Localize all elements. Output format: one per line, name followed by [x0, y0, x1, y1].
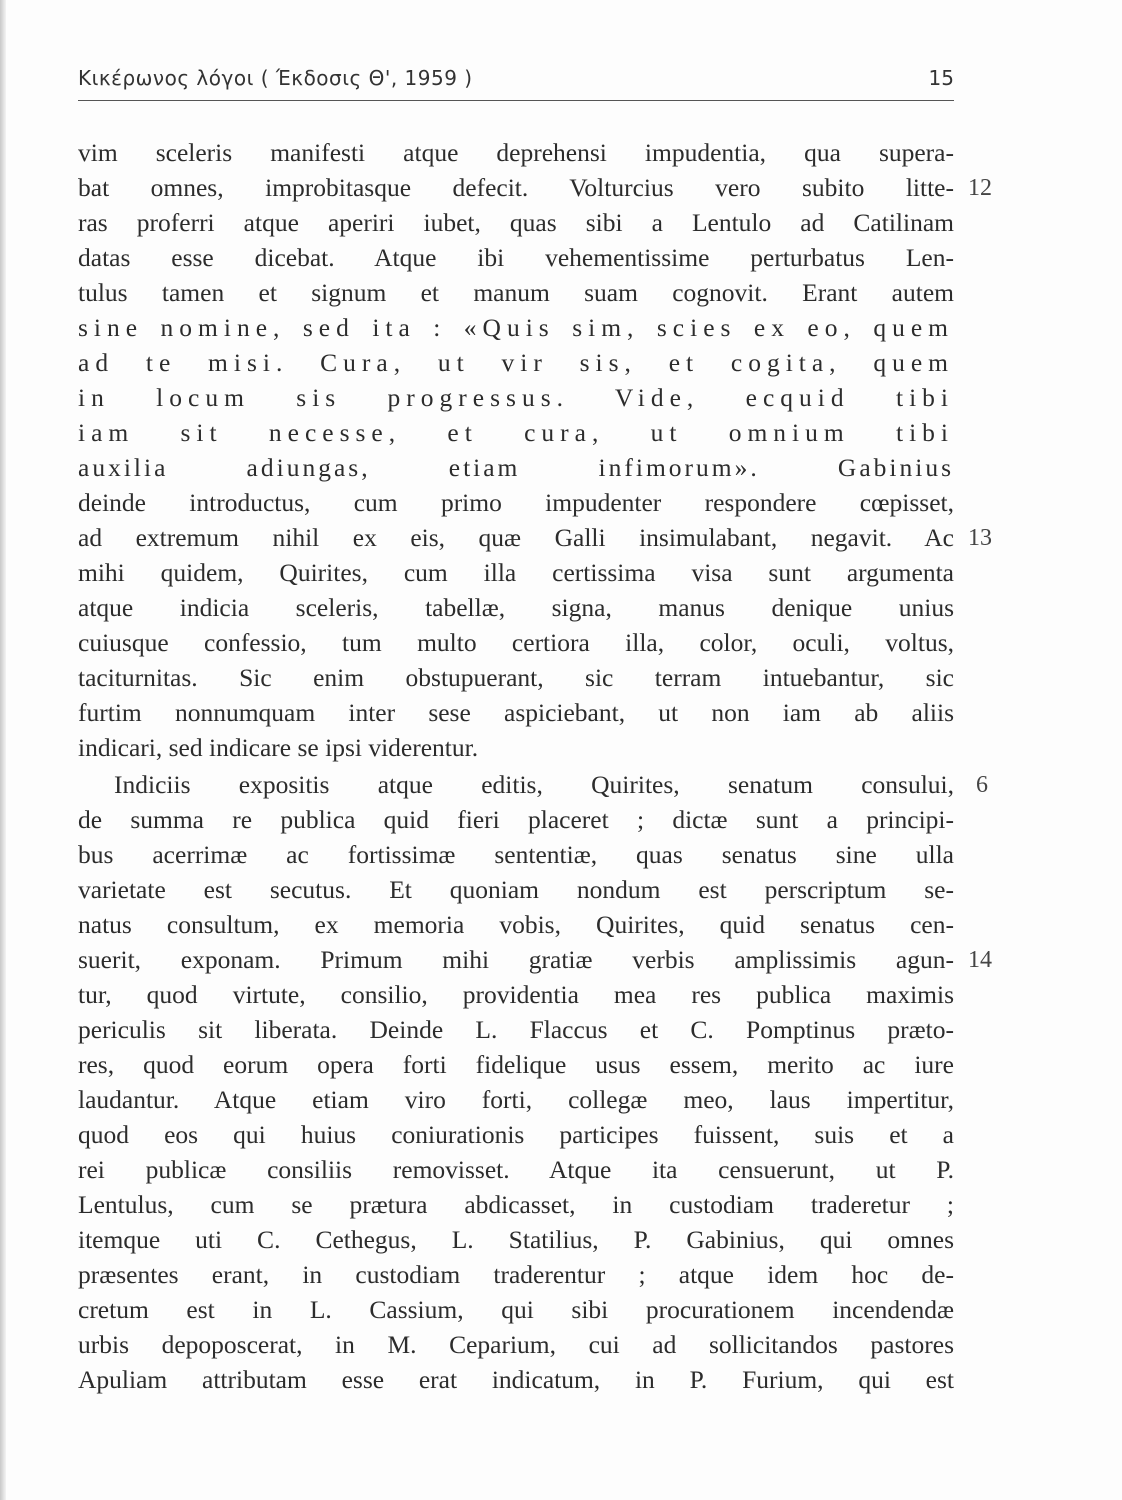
text-line: natus consultum, ex memoria vobis, Quirites, quid senatus cen- — [78, 910, 954, 939]
text-line: tulus tamen et signum et manum suam cognovit. Erant autem — [78, 278, 954, 307]
text-line: quod eos qui huius coniurationis participes fuissent, suis et a — [78, 1120, 954, 1149]
text-line: bus acerrimæ ac fortissimæ sententiæ, quas senatus sine ulla — [78, 840, 954, 869]
text-line: res, quod eorum opera forti fidelique usus essem, merito ac iure — [78, 1050, 954, 1079]
text-line: tur, quod virtute, consilio, providentia mea res publica maximis — [78, 980, 954, 1009]
section-number-12: 12 — [968, 175, 992, 201]
text-line: de summa re publica quid fieri placeret ; dictæ sunt a principi- — [78, 805, 954, 834]
text-line: urbis depoposcerat, in M. Ceparium, cui ad sollicitandos pastores — [78, 1330, 954, 1359]
chapter-number-6: 6 — [976, 772, 988, 798]
text-line: laudantur. Atque etiam viro forti, collegæ meo, laus impertitur, — [78, 1085, 954, 1114]
text-line: ad extremum nihil ex eis, quæ Galli insimulabant, negavit. Ac — [78, 523, 954, 552]
text-line: bat omnes, improbitasque defecit. Volturcius vero subito litte- — [78, 173, 954, 202]
text-line: ad te misi. Cura, ut vir sis, et cogita, quem — [78, 348, 954, 377]
text-line: varietate est secutus. Et quoniam nondum est perscriptum se- — [78, 875, 954, 904]
text-line: datas esse dicebat. Atque ibi vehementissime perturbatus Len- — [78, 243, 954, 272]
text-line: ras proferri atque aperiri iubet, quas sibi a Lentulo ad Catilinam — [78, 208, 954, 237]
text-line: sine nomine, sed ita : «Quis sim, scies ex eo, quem — [78, 313, 954, 342]
text-line: cuiusque confessio, tum multo certiora illa, color, oculi, voltus, — [78, 628, 954, 657]
text-line: auxilia adiungas, etiam infimorum». Gabinius — [78, 453, 954, 482]
text-line: cretum est in L. Cassium, qui sibi procurationem incendendæ — [78, 1295, 954, 1324]
text-line: periculis sit liberata. Deinde L. Flaccus et C. Pomptinus præto- — [78, 1015, 954, 1044]
text-line: præsentes erant, in custodiam traderentur ; atque idem hoc de- — [78, 1260, 954, 1289]
text-line: Apuliam attributam esse erat indicatum, in P. Furium, qui est — [78, 1365, 954, 1394]
text-line: rei publicæ consiliis removisset. Atque ita censuerunt, ut P. — [78, 1155, 954, 1184]
text-line: atque indicia sceleris, tabellæ, signa, manus denique unius — [78, 593, 954, 622]
text-line: suerit, exponam. Primum mihi gratiæ verbis amplissimis agun- — [78, 945, 954, 974]
text-line: Lentulus, cum se prætura abdicasset, in custodiam traderetur ; — [78, 1190, 954, 1219]
page-edge — [0, 0, 6, 1500]
text-line: vim sceleris manifesti atque deprehensi impudentia, qua supera- — [78, 138, 954, 167]
section-number-13: 13 — [968, 525, 992, 551]
text-line: mihi quidem, Quirites, cum illa certissima visa sunt argumenta — [78, 558, 954, 587]
page-number: 15 — [928, 66, 954, 90]
text-line: taciturnitas. Sic enim obstupuerant, sic terram intuebantur, sic — [78, 663, 954, 692]
text-line: deinde introductus, cum primo impudenter respondere cœpisset, — [78, 488, 954, 517]
header-title: Κικέρωνος λόγοι ( Έκδοσις Θ', 1959 ) — [78, 66, 473, 90]
section-number-14: 14 — [968, 947, 992, 973]
text-line: in locum sis progressus. Vide, ecquid tibi — [78, 383, 954, 412]
text-line: iam sit necesse, et cura, ut omnium tibi — [78, 418, 954, 447]
text-line: itemque uti C. Cethegus, L. Statilius, P. Gabinius, qui omnes — [78, 1225, 954, 1254]
running-header — [78, 66, 954, 101]
text-line: furtim nonnumquam inter sese aspiciebant, ut non iam ab aliis — [78, 698, 954, 727]
text-line: indicari, sed indicare se ipsi viderentur. — [78, 733, 479, 762]
text-line: Indiciis expositis atque editis, Quirites, senatum consului, — [114, 770, 954, 799]
